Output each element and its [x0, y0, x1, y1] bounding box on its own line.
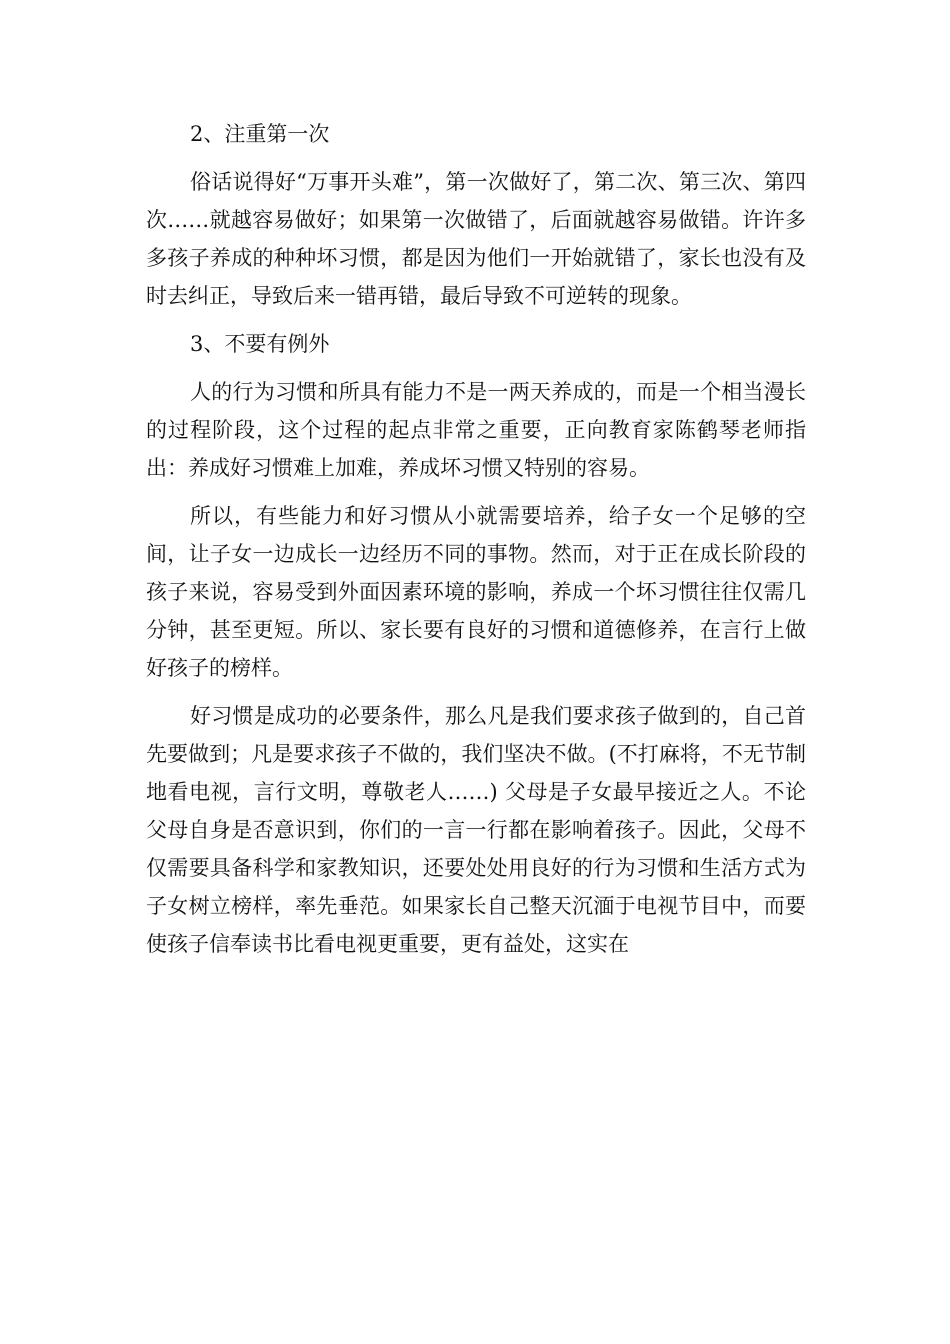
section-heading: 3、不要有例外 — [190, 332, 330, 356]
spacer — [146, 487, 806, 497]
section-heading: 2、注重第一次 — [190, 122, 330, 146]
document-page — [146, 115, 806, 963]
paragraph: 好习惯是成功的必要条件，那么凡是我们要求孩子做到的，自己首先要做到；凡是要求孩子不做的，我们坚决不做。(不打麻将，不无节制地看电视，言行文明，尊敬老人……) 父母是子女最早接近之人。不论父母自身是否意识到，你们的一言一行都在影响着孩子。因此，父母不仅需要具备科学和家教知识，还要处处用良好的行为习惯和生活方式为子女树立榜样，率先垂范。如果家长自己整天沉湎于电视节目中，而要使孩子信奉读书比看电视更重要，更有益处，这实在 — [146, 704, 806, 956]
spacer — [146, 153, 806, 163]
paragraph: 人的行为习惯和所具有能力不是一两天养成的，而是一个相当漫长的过程阶段，这个过程的起点非常之重要，正向教育家陈鹤琴老师指出：养成好习惯难上加难，养成坏习惯又特别的容易。 — [146, 380, 806, 480]
spacer — [146, 687, 806, 697]
spacer — [146, 315, 806, 325]
paragraph: 俗话说得好“万事开头难”，第一次做好了，第二次、第三次、第四次……就越容易做好；如果第一次做错了，后面就越容易做错。许许多多孩子养成的种种坏习惯，都是因为他们一开始就错了，家长也没有及时去纠正，导致后来一错再错，最后导致不可逆转的现象。 — [146, 170, 806, 308]
paragraph: 所以，有些能力和好习惯从小就需要培养，给子女一个足够的空间，让子女一边成长一边经历不同的事物。然而，对于正在成长阶段的孩子来说，容易受到外面因素环境的影响，养成一个坏习惯往往仅需几分钟，甚至更短。所以、家长要有良好的习惯和道德修养，在言行上做好孩子的榜样。 — [146, 504, 806, 680]
spacer — [146, 363, 806, 373]
